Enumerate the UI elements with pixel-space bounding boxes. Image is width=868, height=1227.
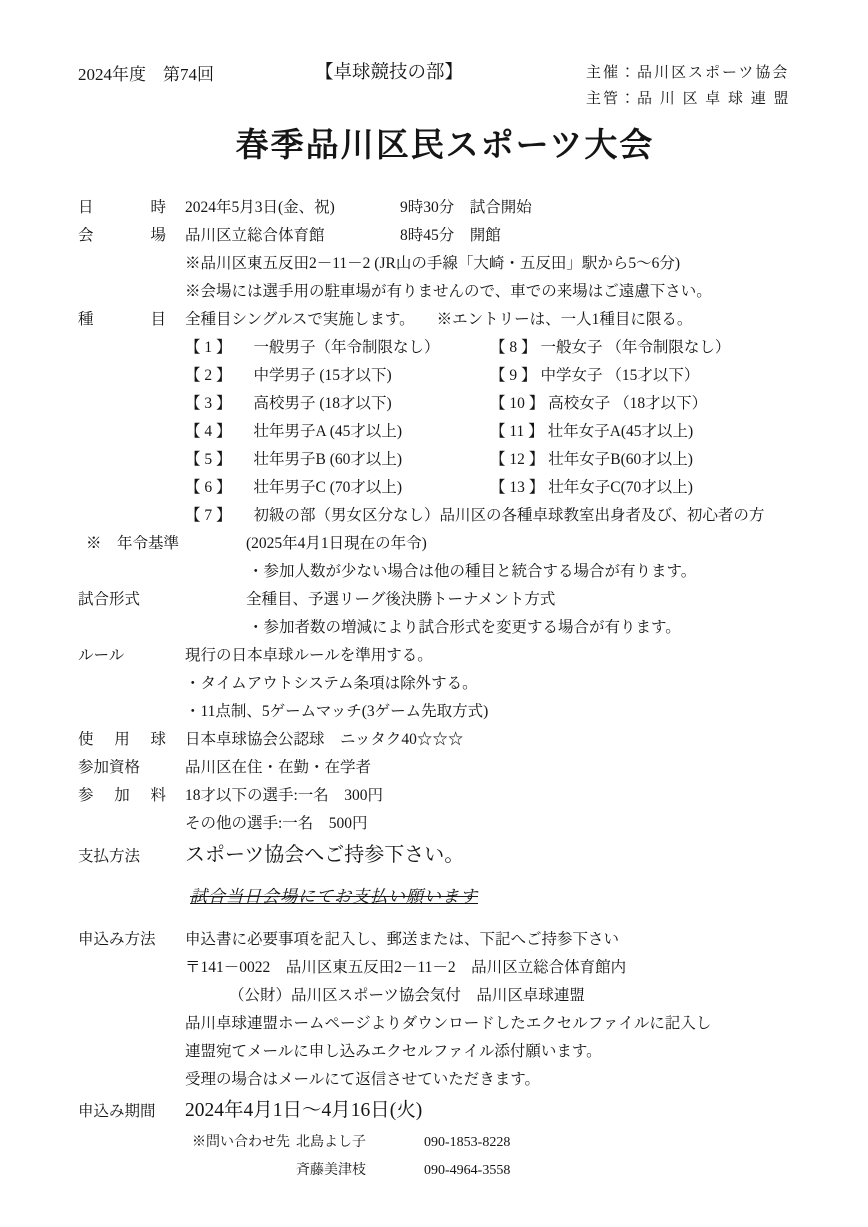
event-row <box>78 390 812 418</box>
division-text: 【卓球競技の部】 <box>315 63 464 83</box>
event-num: 【 4 】 <box>185 423 232 440</box>
row-eligibility <box>78 754 812 782</box>
rules-note-games: ・11点制、5ゲームマッチ(3ゲーム先取方式) <box>185 703 489 720</box>
fee-value-under18: 18才以下の選手:一名 300円 <box>185 787 384 804</box>
venue-note-parking: ※会場には選手用の駐車場が有りませんので、車での来場はご遠慮下さい。 <box>185 283 712 300</box>
rules-label: ルール <box>78 647 125 664</box>
venue-note-address: ※品川区東五反田2－11－2 (JR山の手線「大崎・五反田」駅から5～6分) <box>185 255 680 272</box>
row-datetime <box>78 194 812 222</box>
ball-value: 日本卓球協会公認球 ニッタク40☆☆☆ <box>185 731 464 748</box>
document-body <box>78 194 812 1184</box>
event-row <box>78 446 812 474</box>
ball-label: 使 用 球 <box>78 731 166 748</box>
contact-name: 斉藤美津枝 <box>296 1163 366 1178</box>
format-label: 試合形式 <box>78 591 141 608</box>
age-standard-label: ※ 年令基準 <box>86 535 180 552</box>
datetime-time: 9時30分 試合開始 <box>400 199 532 216</box>
row-age-standard <box>78 530 812 558</box>
event-row <box>78 474 812 502</box>
event-num: 【 13 】 <box>490 479 545 496</box>
venue-time: 8時45分 開館 <box>400 227 501 244</box>
event-row <box>78 334 812 362</box>
hosts-block <box>586 60 791 112</box>
application-download: 品川卓球連盟ホームページよりダウンロードしたエクセルファイルに記入し <box>185 1015 712 1032</box>
period-value: 2024年4月1日～4月16日(火) <box>185 1100 423 1121</box>
event-num: 【 1 】 <box>185 339 232 356</box>
contact-phone: 090-4964-3558 <box>424 1163 511 1178</box>
application-mail: 連盟宛てメールに申し込みエクセルファイル添付願います。 <box>185 1043 602 1060</box>
event-name: 高校男子 (18才以下) <box>253 395 392 412</box>
event-name: 壮年女子B(60才以上) <box>548 451 693 468</box>
contact-row <box>78 1158 812 1184</box>
document-header <box>78 58 812 116</box>
datetime-label: 日 時 <box>78 199 166 216</box>
venue-label: 会 場 <box>78 227 166 244</box>
event-name: 壮年男子B (60才以上) <box>253 451 403 468</box>
row-rules <box>78 642 812 670</box>
event-num: 【 9 】 <box>490 367 537 384</box>
event-num: 【 3 】 <box>185 395 232 412</box>
datetime-value: 2024年5月3日(金、祝) <box>185 199 335 216</box>
organizer-line: 主催：品川区スポーツ協会 <box>586 65 790 81</box>
rules-value: 現行の日本卓球ルールを準用する。 <box>185 647 433 664</box>
event-num: 【 5 】 <box>185 451 232 468</box>
event-row <box>78 418 812 446</box>
row-venue <box>78 222 812 250</box>
events-entry-note: ※エントリーは、一人1種目に限る。 <box>436 311 693 328</box>
event-name: 壮年男子C (70才以上) <box>253 479 403 496</box>
payment-struck-note-row <box>78 882 812 912</box>
contact-phone: 090-1853-8228 <box>424 1135 511 1150</box>
contact-label: ※問い合わせ先 <box>192 1135 290 1150</box>
event-name: 壮年女子C(70才以上) <box>548 479 693 496</box>
event-name: 中学男子 (15才以下) <box>253 367 392 384</box>
page-title: 春季品川区民スポーツ大会 <box>235 128 655 164</box>
event-num: 【 10 】 <box>490 395 545 412</box>
row-payment <box>78 838 812 874</box>
row-format <box>78 586 812 614</box>
contact-row <box>78 1130 812 1156</box>
period-label: 申込み期間 <box>78 1103 156 1120</box>
payment-value: スポーツ協会へご持参下さい。 <box>185 844 465 866</box>
event-num: 【 12 】 <box>490 451 545 468</box>
event-name: 壮年男子A (45才以上) <box>253 423 403 440</box>
event-name: 中学女子 （15才以下） <box>540 367 700 384</box>
row-events-head <box>78 306 812 334</box>
row-ball <box>78 726 812 754</box>
fee-label: 参 加 料 <box>78 787 166 804</box>
event-num: 【 6 】 <box>185 479 232 496</box>
event-row-7 <box>78 502 812 530</box>
event-name: 初級の部（男女区分なし）品川区の各種卓球教室出身者及び、初心者の方 <box>253 507 765 524</box>
event-row <box>78 362 812 390</box>
application-careof: （公財）品川区スポーツ協会気付 品川区卓球連盟 <box>229 987 585 1004</box>
fee-value-others: その他の選手:一名 500円 <box>185 815 368 832</box>
events-label: 種 目 <box>78 311 166 328</box>
event-name: 一般女子 （年令制限なし） <box>540 339 731 356</box>
application-line1: 申込書に必要事項を記入し、郵送または、下記へご持参下さい <box>185 931 620 948</box>
payment-struck-note: 試合当日会場にてお支払い願います <box>190 887 478 906</box>
row-fee <box>78 782 812 810</box>
manager-line: 主管：品 川 区 卓 球 連 盟 <box>586 91 791 107</box>
event-name: 一般男子（年令制限なし） <box>253 339 440 356</box>
format-note: ・参加者数の増減により試合形式を変更する場合が有ります。 <box>248 619 681 636</box>
event-num: 【 8 】 <box>490 339 537 356</box>
row-period <box>78 1094 812 1128</box>
payment-label: 支払方法 <box>78 848 141 865</box>
event-name: 高校女子 （18才以下） <box>548 395 708 412</box>
rules-note-timeout: ・タイムアウトシステム条項は除外する。 <box>185 675 478 692</box>
age-standard-note: ・参加人数が少ない場合は他の種目と統合する場合が有ります。 <box>248 563 697 580</box>
event-name: 壮年女子A(45才以上) <box>547 423 694 440</box>
edition-text: 2024年度 第74回 <box>78 65 214 84</box>
application-address: 〒141－0022 品川区東五反田2－11－2 品川区立総合体育館内 <box>185 959 627 976</box>
age-standard-value: (2025年4月1日現在の年令) <box>246 535 427 552</box>
application-label: 申込み方法 <box>78 931 156 948</box>
format-value: 全種目、予選リーグ後決勝トーナメント方式 <box>246 591 556 608</box>
row-application <box>78 926 812 954</box>
eligibility-value: 品川区在住・在勤・在学者 <box>185 759 372 776</box>
venue-value: 品川区立総合体育館 <box>185 227 325 244</box>
eligibility-label: 参加資格 <box>78 759 141 776</box>
event-num: 【 2 】 <box>185 367 232 384</box>
contact-name: 北島よし子 <box>296 1135 366 1150</box>
event-num: 【 7 】 <box>185 507 232 524</box>
event-num: 【 11 】 <box>490 423 544 440</box>
application-reply: 受理の場合はメールにて返信させていただきます。 <box>185 1071 540 1088</box>
events-intro: 全種目シングルスで実施します。 <box>185 311 415 328</box>
